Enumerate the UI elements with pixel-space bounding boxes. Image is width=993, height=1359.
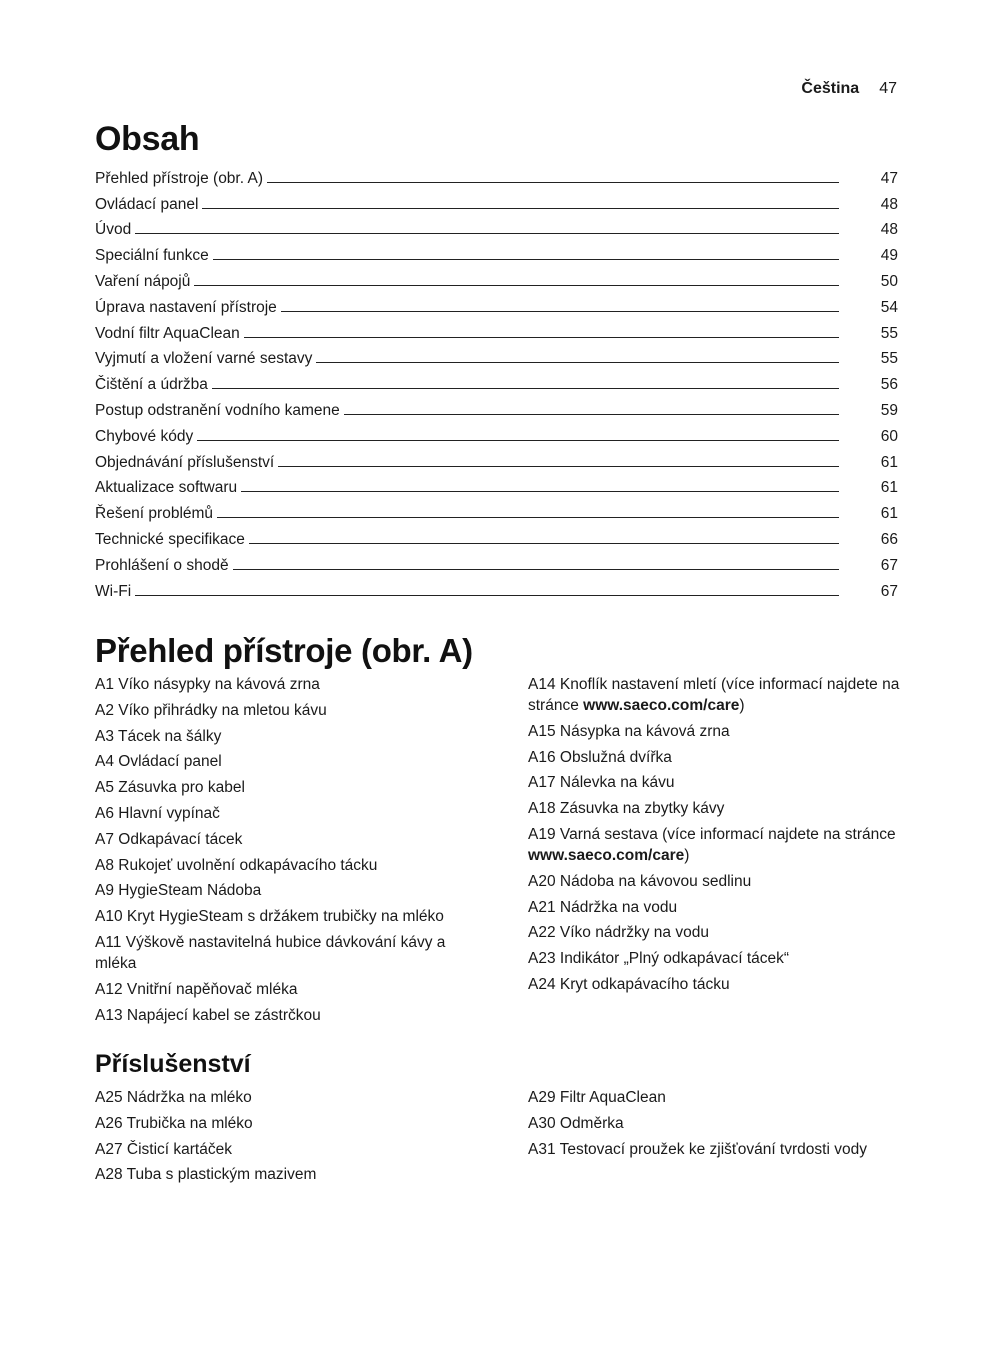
toc-entry-label: Technické specifikace: [95, 530, 245, 548]
toc-leader-line: [194, 285, 839, 286]
item-text: A19 Varná sestava (více informací najdete na stránce: [528, 825, 896, 843]
list-item: A9 HygieSteam Nádoba: [95, 882, 262, 900]
toc-leader-line: [316, 362, 839, 363]
toc-entry[interactable]: [95, 265, 898, 291]
toc-entry[interactable]: [95, 291, 898, 317]
accessories-left-column: [95, 1087, 485, 1190]
toc-entry[interactable]: [95, 188, 898, 214]
list-item: A12 Vnitřní napěňovač mléka: [95, 980, 298, 998]
toc-entry-label: Vaření nápojů: [95, 272, 191, 290]
toc-leader-line: [267, 182, 839, 183]
toc-entry-label: Aktualizace softwaru: [95, 479, 238, 497]
toc-entry-label: Přehled přístroje (obr. A): [95, 169, 263, 187]
toc-entry-label: Chybové kódy: [95, 427, 194, 445]
toc-entry-label: Vyjmutí a vložení varné sestavy: [95, 350, 313, 368]
toc-entry-page: 48: [880, 195, 898, 213]
toc-leader-line: [241, 491, 839, 492]
care-link[interactable]: www.saeco.com/care: [583, 697, 740, 714]
toc-entry-page: 66: [880, 530, 898, 548]
toc-entry[interactable]: [95, 497, 898, 523]
toc-entry[interactable]: [95, 368, 898, 394]
list-item: A3 Tácek na šálky: [95, 727, 222, 745]
overview-right-column: [528, 674, 918, 1000]
item-text-end: ): [684, 846, 690, 864]
toc-entry-page: 67: [880, 556, 898, 574]
toc-entry[interactable]: [95, 317, 898, 343]
toc-entry-page: 55: [880, 350, 898, 368]
list-item: A1 Víko násypky na kávová zrna: [95, 676, 320, 693]
overview-title: Přehled přístroje (obr. A): [95, 632, 473, 669]
toc-leader-line: [213, 259, 839, 260]
toc-entry-label: Wi-Fi: [95, 582, 132, 600]
list-item: A5 Zásuvka pro kabel: [95, 779, 245, 797]
toc-leader-line: [217, 517, 839, 518]
toc-entry-label: Čištění a údržba: [95, 376, 208, 394]
toc-entry[interactable]: [95, 523, 898, 549]
list-item: A4 Ovládací panel: [95, 753, 222, 771]
care-link[interactable]: www.saeco.com/care: [528, 846, 685, 864]
toc-entry-label: Řešení problémů: [95, 505, 214, 523]
toc-entry[interactable]: [95, 394, 898, 420]
toc-entry-label: Speciální funkce: [95, 247, 209, 265]
list-item: [528, 674, 918, 716]
toc-entry-label: Vodní filtr AquaClean: [95, 324, 240, 342]
item-text-end: ): [739, 697, 745, 714]
toc-entry-label: Ovládací panel: [95, 195, 199, 213]
toc-entry[interactable]: [95, 472, 898, 498]
toc-entry-page: 59: [880, 401, 898, 419]
toc-entry-label: Prohlášení o shodě: [95, 556, 229, 574]
toc-leader-line: [212, 388, 839, 389]
toc-entry-page: 55: [880, 324, 898, 342]
item-text: A14 Knoflík nastavení mletí (více informací najdete na stránce: [528, 676, 900, 714]
list-item: A26 Trubička na mléko: [95, 1114, 253, 1132]
list-item: A31 Testovací proužek ke zjišťování tvrdosti vody: [528, 1140, 867, 1158]
list-item: A2 Víko přihrádky na mletou kávu: [95, 701, 327, 719]
toc-entry[interactable]: [95, 239, 898, 265]
list-item: A20 Nádoba na kávovou sedlinu: [528, 872, 752, 890]
list-item: A10 Kryt HygieSteam s držákem trubičky na mléko: [95, 908, 444, 926]
toc-entry-page: 50: [880, 272, 898, 290]
toc-entry-label: Úvod: [95, 221, 132, 239]
list-item: A29 Filtr AquaClean: [528, 1089, 666, 1106]
toc-entry-page: 47: [880, 169, 898, 187]
toc-title: Obsah: [95, 120, 200, 158]
toc-leader-line: [197, 440, 839, 441]
toc-entry-label: Úprava nastavení přístroje: [95, 298, 277, 316]
toc-entry[interactable]: [95, 549, 898, 575]
toc-entry[interactable]: [95, 575, 898, 601]
toc-leader-line: [244, 337, 839, 338]
toc-leader-line: [135, 233, 839, 234]
toc-entry[interactable]: [95, 343, 898, 369]
toc-entry-page: 61: [880, 479, 898, 497]
toc-leader-line: [249, 543, 839, 544]
list-item: A17 Nálevka na kávu: [528, 774, 675, 792]
toc-entry-label: Postup odstranění vodního kamene: [95, 401, 340, 419]
list-item: A23 Indikátor „Plný odkapávací tácek“: [528, 950, 790, 968]
list-item: A8 Rukojeť uvolnění odkapávacího tácku: [95, 856, 378, 874]
accessories-title: Příslušenství: [95, 1050, 251, 1078]
list-item: A13 Napájecí kabel se zástrčkou: [95, 1006, 321, 1024]
page-number: 47: [879, 80, 897, 97]
table-of-contents: [95, 162, 898, 601]
toc-entry-page: 48: [880, 221, 898, 239]
list-item: A27 Čisticí kartáček: [95, 1140, 232, 1158]
toc-entry[interactable]: [95, 214, 898, 240]
toc-entry-page: 56: [880, 376, 898, 394]
toc-entry-page: 60: [880, 427, 898, 445]
toc-entry-page: 54: [880, 298, 898, 316]
language-label: Čeština: [801, 80, 860, 97]
toc-entry-page: 49: [880, 247, 898, 265]
toc-leader-line: [202, 208, 839, 209]
list-item: A16 Obslužná dvířka: [528, 748, 672, 766]
toc-entry-page: 61: [880, 453, 898, 471]
toc-entry[interactable]: [95, 162, 898, 188]
accessories-right-column: [528, 1087, 908, 1164]
toc-entry-page: 61: [880, 505, 898, 523]
list-item: A22 Víko nádržky na vodu: [528, 924, 709, 942]
toc-entry-page: 67: [880, 582, 898, 600]
page-header: [801, 80, 897, 98]
list-item: A11 Výškově nastavitelná hubice dávkování kávy a mléka: [95, 933, 446, 972]
list-item: [528, 824, 918, 866]
list-item: A25 Nádržka na mléko: [95, 1089, 252, 1106]
toc-entry-label: Objednávání příslušenství: [95, 453, 275, 471]
toc-entry[interactable]: [95, 446, 898, 472]
toc-leader-line: [281, 311, 839, 312]
toc-leader-line: [135, 595, 839, 596]
toc-leader-line: [233, 569, 839, 570]
list-item: A7 Odkapávací tácek: [95, 830, 243, 848]
list-item: A21 Nádržka na vodu: [528, 898, 678, 916]
list-item: A30 Odměrka: [528, 1114, 624, 1132]
toc-leader-line: [344, 414, 839, 415]
list-item: A28 Tuba s plastickým mazivem: [95, 1166, 317, 1184]
toc-entry[interactable]: [95, 420, 898, 446]
overview-left-column: [95, 674, 485, 1030]
list-item: A18 Zásuvka na zbytky kávy: [528, 800, 725, 818]
list-item: A24 Kryt odkapávacího tácku: [528, 975, 730, 993]
toc-leader-line: [278, 466, 839, 467]
list-item: A6 Hlavní vypínač: [95, 804, 220, 822]
list-item: A15 Násypka na kávová zrna: [528, 722, 730, 740]
